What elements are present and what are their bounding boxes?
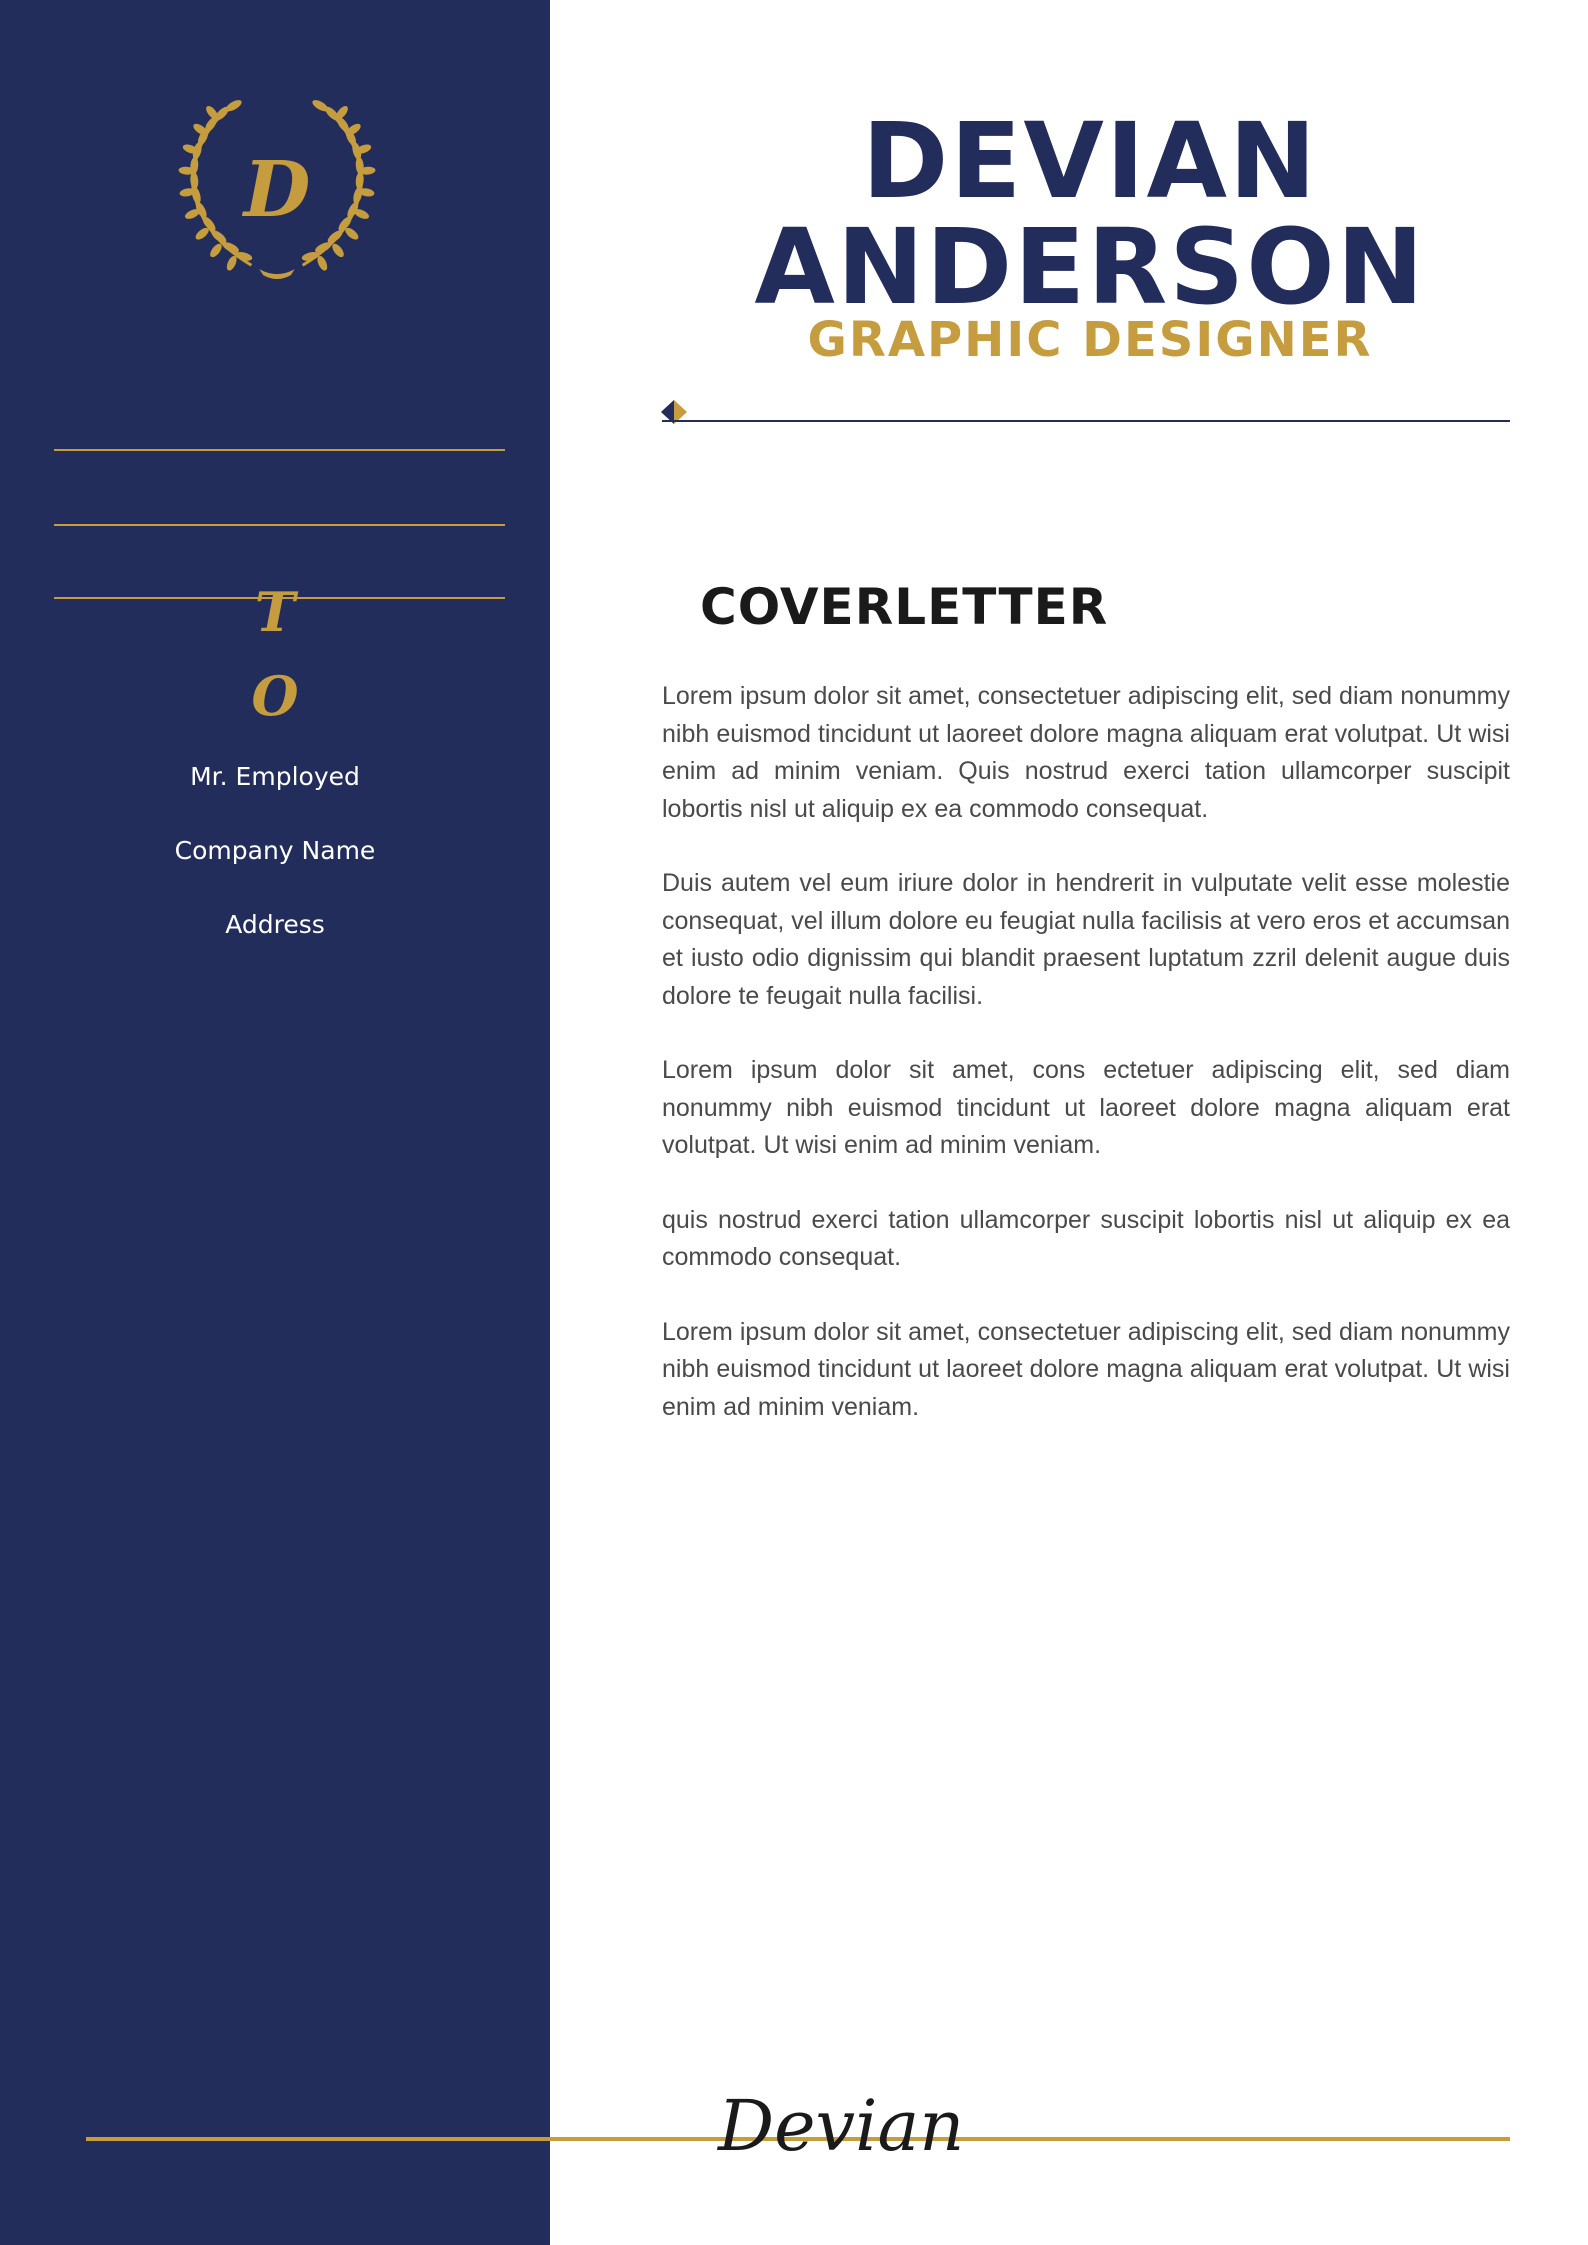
sidebar-divider bbox=[54, 524, 505, 526]
recipient-address: Address bbox=[225, 910, 325, 939]
letter-paragraph: Lorem ipsum dolor sit amet, consectetuer adipiscing elit, sed diam nonummy nibh euismod tincidunt ut laoreet dolore magna aliquam erat volutpat. Ut wisi enim ad minim veniam. Quis nostrud exerci tation ullamcorper suscipit lobortis nisl ut aliquip ex ea commodo consequat. bbox=[662, 682, 1510, 823]
logo-initial: D bbox=[243, 145, 311, 235]
job-title: GRAPHIC DESIGNER bbox=[807, 312, 1373, 368]
signature: Devian bbox=[718, 2085, 965, 2167]
letter-paragraph: quis nostrud exerci tation ullamcorper suscipit lobortis nisl ut aliquip ex ea commodo consequat. bbox=[662, 1205, 1510, 1271]
recipient-company: Company Name bbox=[174, 836, 376, 865]
sidebar-divider bbox=[54, 449, 505, 451]
section-title: COVERLETTER bbox=[700, 578, 1109, 636]
letter-paragraph: Lorem ipsum dolor sit amet, cons ectetuer adipiscing elit, sed diam nonummy nibh euismod tincidunt ut laoreet dolore magna aliquam erat volutpat. Ut wisi enim ad minim veniam. bbox=[662, 1056, 1510, 1159]
to-label-letter: O bbox=[251, 664, 299, 728]
letter-body bbox=[662, 678, 1510, 1463]
letter-paragraph: Duis autem vel eum iriure dolor in hendrerit in vulputate velit esse molestie consequat, vel illum dolore eu feugiat nulla facilisis at vero eros et accumsan et iusto odio dignissim qui blandit praesent luptatum zzril delenit augue duis dolore te feugait nulla facilisi. bbox=[662, 869, 1510, 1010]
laurel-wreath-icon bbox=[178, 88, 376, 280]
letter-paragraph: Lorem ipsum dolor sit amet, consectetuer adipiscing elit, sed diam nonummy nibh euismod tincidunt ut laoreet dolore magna aliquam erat volutpat. Ut wisi enim ad minim veniam. bbox=[662, 1317, 1510, 1421]
recipient-name: Mr. Employed bbox=[190, 762, 360, 791]
last-name: ANDERSON bbox=[754, 206, 1426, 328]
sidebar bbox=[0, 0, 550, 2245]
first-name: DEVIAN bbox=[861, 100, 1319, 222]
to-label-letter: T bbox=[254, 580, 296, 644]
header-divider bbox=[662, 420, 1510, 422]
